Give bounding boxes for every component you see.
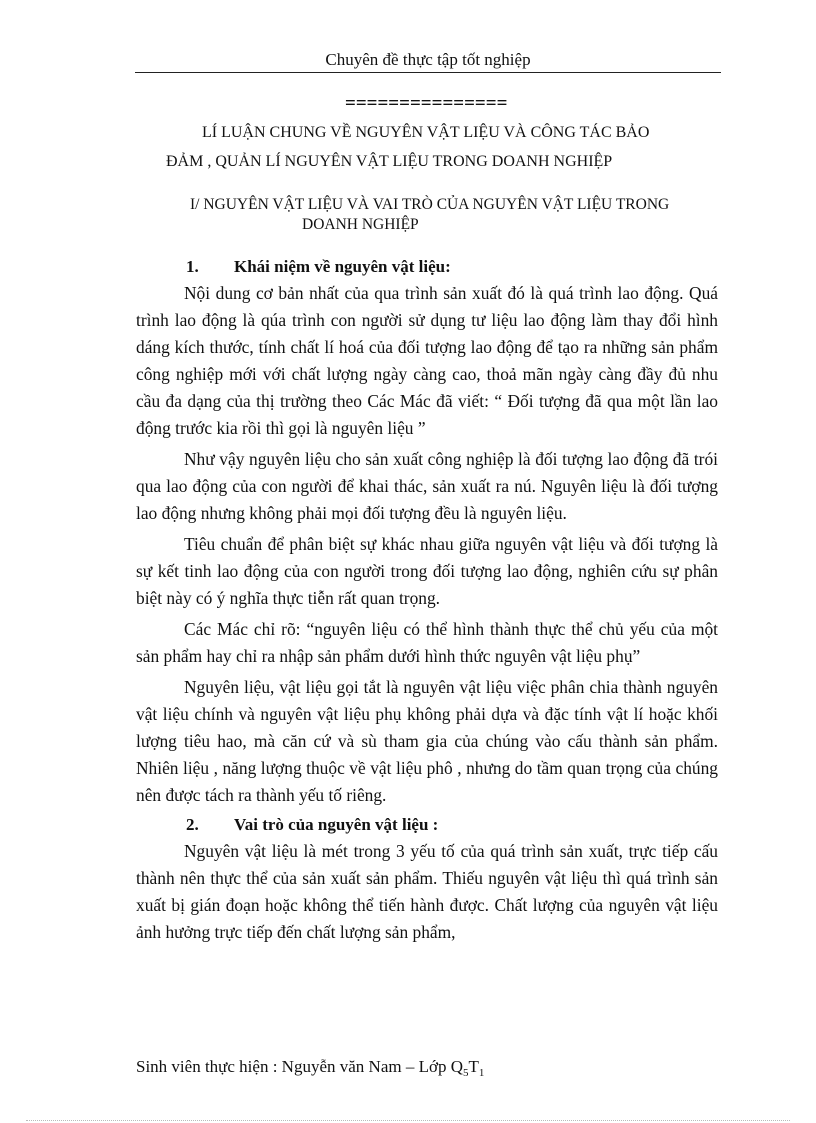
section-title-line-1: I/ NGUYÊN VẬT LIỆU VÀ VAI TRÒ CỦA NGUYÊN VẬT LIỆU TRONG bbox=[190, 196, 670, 213]
page-bottom-rule bbox=[26, 1120, 790, 1121]
paragraph: Nguyên vật liệu là mét trong 3 yếu tố của quá trình sản xuất, trực tiếp cấu thành nên thực thể của sản xuất sản phẩm. Thiếu nguyên vật liệu thì quá trình sản xuất bị gián đoạn hoặc không thể tiến hành được. Chất lượng của nguyên vật liệu ảnh hưởng trực tiếp đến chất lượng sản phẩm, bbox=[136, 841, 718, 942]
section-title-line-2: DOANH NGHIỆP bbox=[302, 216, 419, 233]
subheading-number: 1. bbox=[186, 257, 199, 276]
paragraph: Như vậy nguyên liệu cho sản xuất công nghiệp là đối tượng lao động đã trói qua lao động của con người để khai thác, sản xuất ra nú. Nguyên liệu là đối tượng lao động nhưng không phải mọi đối tượng đều là nguyên liệu. bbox=[136, 449, 718, 523]
chapter-title bbox=[166, 118, 726, 176]
footer-text: Sinh viên thực hiện : Nguyễn văn Nam – Lớp Q bbox=[136, 1057, 463, 1076]
paragraph: Tiêu chuẩn để phân biệt sự khác nhau giữa nguyên vật liệu và đối tượng là sự kết tinh lao động của con người trong đối tượng lao động, nghiên cứu sự phân biệt này có ý nghĩa thực tiễn rất quan trọng. bbox=[136, 534, 718, 608]
footer-subscript: 5 bbox=[462, 1067, 469, 1079]
page-footer bbox=[136, 1055, 484, 1085]
chapter-title-line-2: ĐẢM , QUẢN LÍ NGUYÊN VẬT LIỆU TRONG DOANH NGHIỆP bbox=[166, 153, 613, 170]
subheading-text: Vai trò của nguyên vật liệu : bbox=[234, 815, 439, 834]
footer-text: T bbox=[468, 1057, 479, 1076]
paragraph: Nội dung cơ bản nhất của qua trình sản xuất đó là quá trình lao động. Quá trình lao động là qúa trình con người sử dụng tư liệu lao động làm thay đổi hình dáng kích thước, tính chất lí hoá của đối tượng lao động để tạo ra những sản phẩm công nghiệp mới với chất lượng ngày càng cao, thoả mãn ngày càng đầy đủ nhu cầu đa dạng của thị trường theo Các Mác đã viết: “ Đối tượng đã qua một lần lao động trước kia rồi thì gọi là nguyên liệu ” bbox=[136, 283, 718, 438]
paragraph: Nguyên liệu, vật liệu gọi tắt là nguyên vật liệu việc phân chia thành nguyên vật liệu chính và nguyên vật liệu phụ không phải dựa và đặc tính vật lí hoặc khối lượng tiêu hao, mà căn cứ và sù tham gia của chúng vào cấu thành sản phẩm. Nhiên liệu , năng lượng thuộc về vật liệu phô , nhưng do tầm quan trọng của chúng nên được tách ra thành yếu tố riêng. bbox=[136, 677, 718, 805]
footer-subscript: 1 bbox=[478, 1067, 485, 1079]
subheading-1 bbox=[136, 253, 718, 280]
chapter-title-line-1: LÍ LUẬN CHUNG VỀ NGUYÊN VẬT LIỆU VÀ CÔNG TÁC BẢO bbox=[202, 124, 650, 141]
title-divider: =============== bbox=[345, 93, 508, 114]
paragraph: Các Mác chỉ rõ: “nguyên liệu có thể hình thành thực thể chủ yếu của một sản phẩm hay chỉ ra nhập sản phẩm dưới hình thức nguyên vật liệu phụ” bbox=[136, 619, 718, 666]
body-text bbox=[136, 251, 718, 950]
section-title bbox=[190, 195, 730, 235]
subheading-2 bbox=[136, 811, 718, 838]
subheading-text: Khái niệm về nguyên vật liệu: bbox=[234, 257, 451, 276]
running-header: Chuyên đề thực tập tốt nghiệp bbox=[135, 48, 721, 73]
subheading-number: 2. bbox=[186, 815, 199, 834]
